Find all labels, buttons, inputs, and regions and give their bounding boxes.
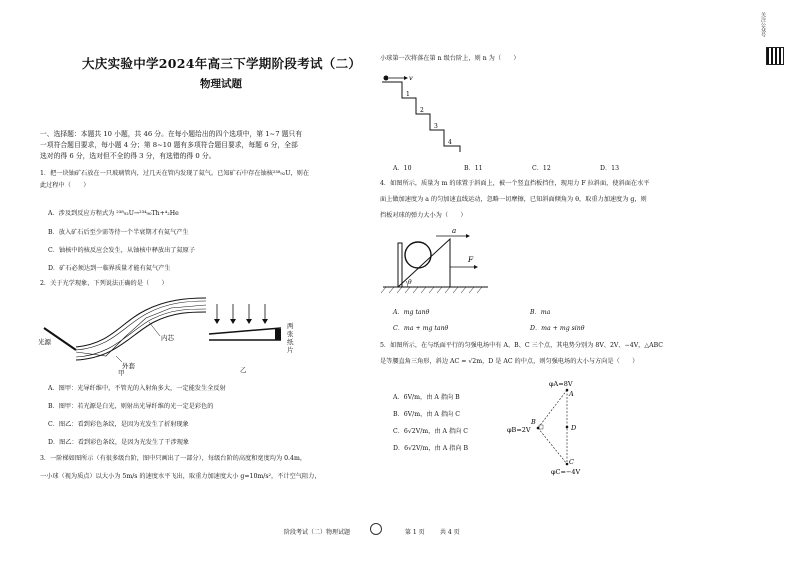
q1-stem-line2: 此过程中（ ） [40,182,90,189]
q4-accel-label: a [452,227,457,235]
footer-emblem-icon [370,523,382,535]
footer-page: 第 1 页 [405,529,425,536]
q3-step-3: 3 [434,123,438,130]
section-instructions-line1: 一、选择题：本题共 10 小题，共 46 分。在每小题给出的四个选项中，第 1~7 题只有 [40,130,303,138]
section-instructions-line3: 选对的得 6 分，选对但不全的得 3 分，有选错的得 0 分。 [40,152,216,160]
q3-stem-line2: 一小球（视为质点）以大小为 5m/s 的速度水平飞出，取重力加速度大小 g=10m/s²，不计空气阻力， [40,473,321,480]
q3-option-c: C．12 [532,165,551,172]
q2-figure-jia [36,292,211,370]
q4-stem-line1: 4．如图所示，质量为 m 的球置于斜面上，被一个竖直挡板挡住，现用力 F 拉斜面，使斜面在水平 [380,180,650,187]
q1-option-c: C．铀核中的核反应会发生，从铀核中释放出了氦原子 [48,247,196,254]
q4-option-d: D．ma + mg sinθ [530,325,585,332]
q5-option-b: B．6V/m，由 A 指向 C [393,411,460,418]
q2-option-a: A．图甲：光导纤维中，不管光的入射角多大，一定能发生全反射 [48,385,226,392]
q5-point-c: C [569,458,574,466]
q5-phiA-label: φA=8V [549,380,573,388]
q3-velocity-label: v [409,74,413,82]
section-instructions-line2: 一项符合题目要求，每小题 4 分；第 8~10 题有多项符合题目要求，每题 6 分，全部 [40,141,298,149]
q5-phiB-label: φB=2V [507,426,531,434]
q5-point-a: A [569,390,574,398]
q2-label-source: 光源 [38,338,51,346]
exam-title: 大庆实验中学2024年高三下学期阶段考试（二） [82,56,362,71]
q1-stem-line1: 1．把一块铀矿石放在一只玻璃管内，过几天在管内发现了氦气。已知矿石中存在铀核²³⁸₉₂U，则在 [40,170,310,177]
q3-option-d: D．13 [600,165,620,172]
q5-option-a: A．6V/m，由 A 指向 B [393,394,460,401]
q2-option-d: D．图乙：看到彩色条纹，是因为光发生了干涉现象 [48,439,190,446]
footer-total: 共 4 页 [440,529,460,536]
q1-option-a: A．涉及到反应方程式为 ²³⁸₉₂U→²³⁴₉₀Th+⁴₂He [48,210,179,217]
q5-phiC-label: φC=−4V [551,468,581,476]
q2-label-jia: 甲 [118,369,125,377]
q3-step-4: 4 [448,139,452,146]
q2-label-outer: 外套 [122,362,135,370]
q3-staircase-figure [378,68,473,153]
q5-point-b: B [531,418,536,426]
qr-code-icon [766,47,784,65]
footer-title: 阶段考试（二）物理试题 [284,529,351,536]
q1-option-b: B．放入矿石后至少需等待一个半衰期才有氦气产生 [48,229,189,236]
q2-label-plates: 两张纸片 [287,322,294,354]
q2-label-yi: 乙 [240,366,247,374]
q4-incline-figure [378,225,493,300]
q2-stem: 2．关于光学现象，下列说法正确的是（ ） [40,280,168,287]
q4-stem-line2: 面上做加速度为 a 的匀加速直线运动，忽略一切摩擦，已知斜面倾角为 θ，取重力加速度为 g，则 [380,196,647,203]
q4-option-b: B．ma [530,309,551,316]
q2-label-inner: 内芯 [161,334,174,342]
q3-step-2: 2 [420,107,424,114]
q5-option-d: D．6√2V/m，由 A 指向 B [393,445,469,452]
q4-option-c: C．ma + mg tanθ [393,325,449,332]
q4-force-label: F [468,255,474,264]
q4-stem-line3: 挡板对球的弹力大小为（ ） [380,212,467,219]
q3-option-a: A．10 [393,165,412,172]
q5-stem-line2: 是等腰直角三角形，斜边 AC = √2m，D 是 AC 的中点，则匀强电场的大小与方向是（ ） [380,358,639,365]
q3-step-1: 1 [406,91,410,98]
q5-option-c: C．6√2V/m，由 A 指向 C [393,428,469,435]
q4-option-a: A．mg tanθ [393,309,430,316]
q3-stem-line1: 3．一阶梯如图所示（有很多级台阶，图中只画出了一部分），每级台阶的高度和宽度均为 0.4m， [40,455,307,462]
q3-stem-line3: 小球第一次将落在第 n 级台阶上，则 n 为（ ） [380,55,520,62]
q5-stem-line1: 5．如图所示，在与纸面平行的匀强电场中有 A、B、C 三个点，其电势分别为 8V、2V、−4V，△ABC [380,342,663,349]
exam-subtitle: 物理试题 [200,78,242,90]
q1-option-d: D．矿石必须达到一临界质量才能有氦气产生 [48,265,171,272]
q2-option-c: C．图乙：看到彩色条纹，是因为光发生了折射现象 [48,421,189,428]
q5-triangle-figure [505,378,610,478]
corner-watermark-label: 关注公众号 [760,12,766,37]
q2-option-b: B．图甲：若光源是白光，则射出光导纤维的光一定是彩色的 [48,403,214,410]
q4-theta-label: θ [408,279,412,286]
q3-option-b: B．11 [464,165,483,172]
q5-point-d: D [571,424,577,432]
